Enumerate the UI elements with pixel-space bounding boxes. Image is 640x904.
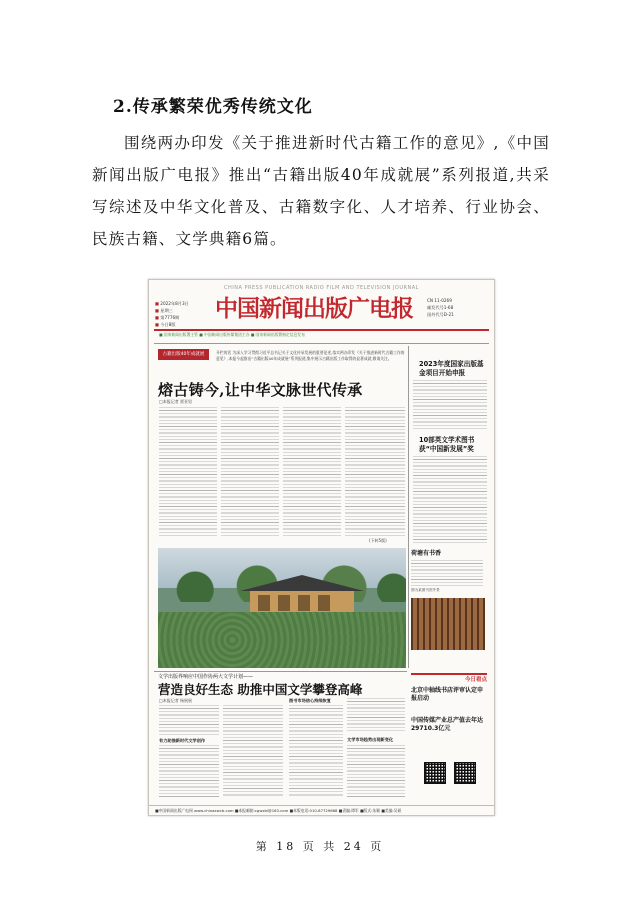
sub-heading: 有力助推新时代文学创作	[159, 738, 206, 743]
second-text-column	[347, 698, 405, 733]
library-photo	[411, 598, 485, 650]
issue-info-right	[427, 297, 454, 318]
qr-code-icon	[455, 763, 475, 783]
second-text-column	[289, 705, 343, 797]
continue-note: (下转5版)	[369, 538, 387, 543]
body-paragraph: 围绕两办印发《关于推进新时代古籍工作的意见》,《中国新闻出版广电报》推出“古籍出版40年成就展”系列报道,共采写综述及中华文化普及、古籍数字化、人才培养、行业协会、民族古籍、文学典籍6篇。	[92, 134, 550, 248]
lead-text-column	[221, 407, 279, 537]
today-item-1: 北京中轴线书店评审认定申报启动	[411, 687, 484, 702]
second-byline: □本报记者 杨展展	[159, 698, 193, 703]
section-heading: 2.传承繁荣优秀传统文化	[113, 97, 313, 117]
side-text	[413, 456, 487, 544]
issue-date: ■ 2022年8月3日	[155, 300, 189, 307]
photo-caption-note: 图为某图书馆外景	[411, 588, 440, 592]
side-text	[413, 380, 487, 430]
lead-text-column	[159, 407, 217, 537]
photo-caption-box	[411, 548, 485, 598]
lead-text-column	[345, 407, 405, 537]
today-label: 今日看点	[411, 673, 487, 685]
issue-weekday: ■ 星期三	[155, 307, 189, 314]
qr-code-icon	[425, 763, 445, 783]
photo-caption-title: 荷塘有书香	[411, 550, 442, 557]
second-kicker: 文学出版界响应中国作协两大文学计划——	[158, 674, 254, 680]
second-text-column	[159, 745, 219, 797]
newspaper-masthead: 中国新闻出版广电报	[215, 295, 413, 322]
postal-code: 邮发代号1-68	[427, 305, 454, 310]
second-text-column	[223, 705, 283, 797]
mid-heading: 图书市场信心持续恢复	[289, 698, 331, 703]
issue-info-left	[155, 300, 189, 328]
today-item-2: 中国传媒产业总产值去年达29710.3亿元	[411, 717, 484, 732]
side-story-headline: 2023年度国家出版基金项目开始申报	[419, 360, 484, 377]
second-text-column	[159, 705, 219, 735]
second-text-column	[347, 745, 405, 797]
lead-headline: 熔古铸今,让中华文脉世代传承	[158, 381, 363, 399]
masthead-divider	[154, 329, 489, 331]
foreign-code: 国外代号D-21	[427, 312, 454, 317]
lead-byline: □本报记者 贾亚男	[159, 399, 193, 404]
newspaper-footer: ■中国新闻出版广电网 www.chinaxwcb.com ■本报邮箱:cgwzbl@163.com ■本版电话:010-87729668 ■责编:谭军 ■版式:朱颖 ■美编:吴硕	[149, 805, 494, 815]
header-rule	[154, 343, 489, 344]
landscape-photo	[158, 548, 406, 668]
section-rule	[154, 671, 407, 672]
section-tag: 古籍出版40年成就展	[158, 349, 209, 360]
mid-heading-2: 文学市场趋势出现新变化	[347, 737, 394, 742]
page-number: 第 18 页 共 24 页	[255, 840, 385, 853]
cn-number: CN 11-0269	[427, 298, 452, 303]
issue-number: ■ 第7776期	[155, 314, 189, 321]
issue-pages: ■ 今日8版	[155, 321, 189, 328]
second-headline: 营造良好生态 助推中国文学攀登高峰	[158, 682, 363, 697]
column-divider	[408, 346, 409, 668]
lead-text-column	[283, 407, 341, 537]
newspaper-image	[148, 279, 495, 816]
column-intro: 开栏的话 为深入学习贯彻习近平总书记关于文化传承发展的重要论述,落实两办印发《关于推进新时代古籍工作的意见》,本报今起推出“古籍出版40年成就展”系列报道,集中展示古籍出版工作取得的显著成就,敬请关注。	[216, 350, 405, 361]
publisher-line: ■ 国家新闻出版署主管 ■ 中国新闻出版传媒集团主办 ■ 国家新闻出版署指定信息发布	[159, 332, 305, 337]
side-story2-headline: 10部英文学术图书获“中国新发展”奖	[419, 436, 475, 453]
newspaper-english-name: CHINA PRESS PUBLICATION RADIO FILM AND TELEVISION JOURNAL	[224, 285, 419, 291]
photo-caption-text	[411, 560, 483, 586]
today-highlights	[411, 673, 487, 793]
